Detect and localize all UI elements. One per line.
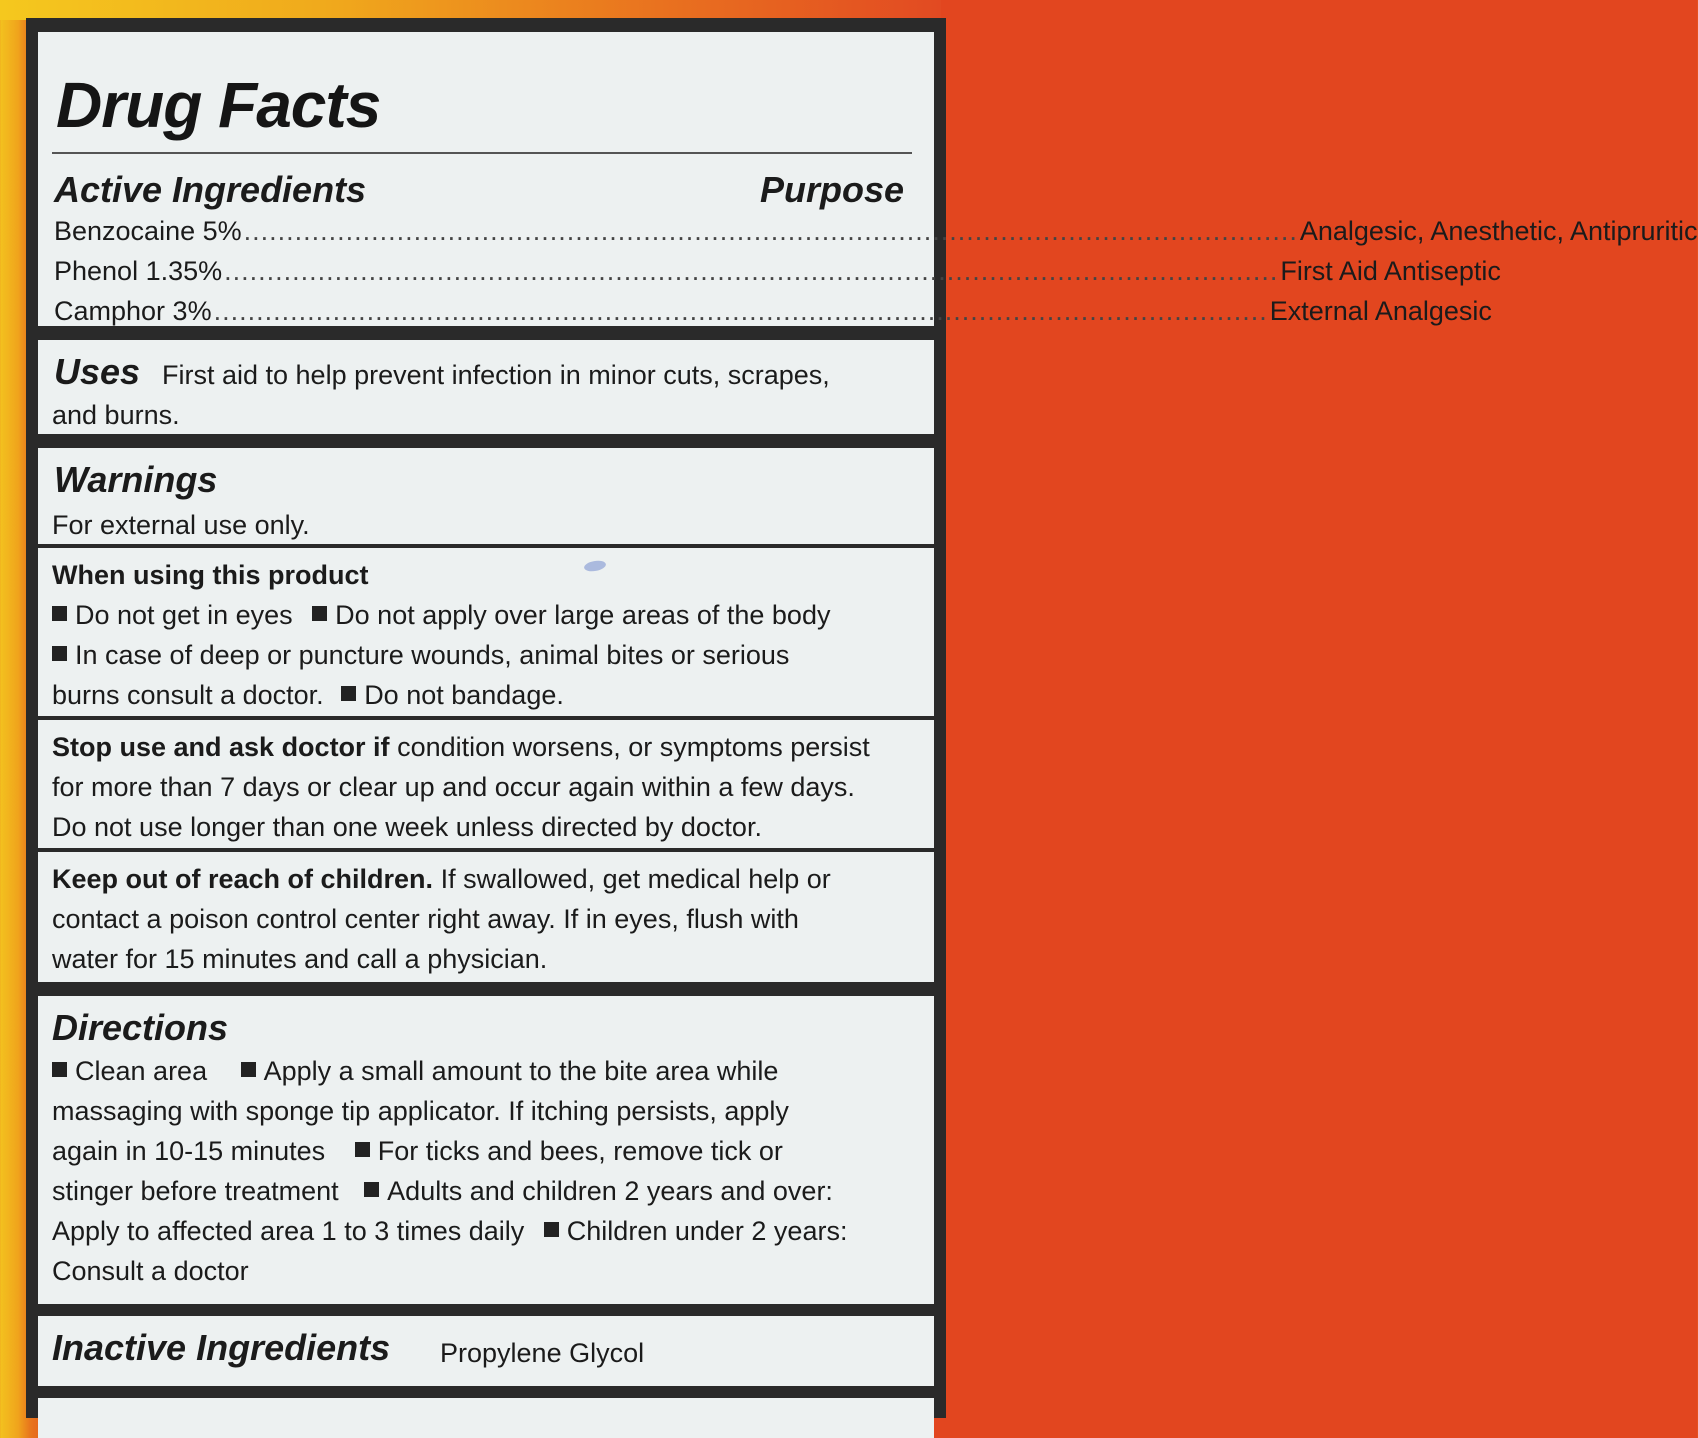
ingredient-purpose: Analgesic, Anesthetic, Antipruritic <box>1299 216 1698 246</box>
directions-card <box>38 996 934 1304</box>
keep-out-card <box>38 852 934 982</box>
next-card-edge <box>38 1398 934 1438</box>
keep-out-heading: Keep out of reach of children. <box>52 864 434 894</box>
ingredient-row <box>54 296 1492 326</box>
leader-dots: ............................................................................................................................ <box>224 256 1279 286</box>
ingredient-row <box>54 216 1698 246</box>
bullet-line: In case of deep or puncture wounds, animal bites or serious <box>52 642 789 669</box>
leader-dots: ............................................................................................................................ <box>213 296 1268 326</box>
directions-line: stinger before treatment Adults and children 2 years and over: <box>52 1176 833 1206</box>
title-divider <box>52 152 912 154</box>
packaging-top-strip <box>0 0 941 20</box>
bullet-line: Do not get in eyes Do not apply over large areas of the body <box>52 602 830 629</box>
directions-line: massaging with sponge tip applicator. If itching persists, apply <box>52 1096 789 1126</box>
warnings-heading: Warnings <box>54 459 218 500</box>
stop-use-line: Do not use longer than one week unless directed by doctor. <box>52 812 762 842</box>
bullet-icon <box>364 1182 379 1197</box>
warnings-text: For external use only. <box>52 510 310 540</box>
ingredient-purpose: External Analgesic <box>1269 296 1492 326</box>
ingredient-name: Phenol 1.35% <box>54 256 223 286</box>
uses-text-line: and burns. <box>52 400 180 430</box>
stop-use-card <box>38 720 934 848</box>
active-ingredients-card <box>38 32 1698 326</box>
bullet-icon <box>52 606 67 621</box>
uses-heading: Uses <box>54 351 141 392</box>
bullet-icon <box>544 1222 559 1237</box>
directions-line: Apply to affected area 1 to 3 times daily Children under 2 years: <box>52 1216 848 1246</box>
drug-facts-panel <box>26 18 1698 1418</box>
ingredient-purpose: First Aid Antiseptic <box>1280 256 1501 286</box>
purpose-heading: Purpose <box>759 169 904 210</box>
uses-card <box>38 340 934 434</box>
active-ingredients-heading: Active Ingredients <box>54 169 367 210</box>
stop-use-line: for more than 7 days or clear up and occur again within a few days. <box>52 772 855 802</box>
keep-out-line: water for 15 minutes and call a physician. <box>52 944 548 974</box>
bullet-icon <box>52 1062 67 1077</box>
when-using-card <box>38 548 934 716</box>
bullet-icon <box>341 686 356 701</box>
directions-heading: Directions <box>52 1007 229 1048</box>
inactive-ingredients-heading: Inactive Ingredients <box>52 1327 391 1368</box>
bullet-line: burns consult a doctor. Do not bandage. <box>52 680 564 710</box>
directions-line: Clean area Apply a small amount to the bite area while <box>52 1058 778 1085</box>
page-title: Drug Facts <box>56 69 381 141</box>
inactive-ingredients-card <box>38 1316 934 1386</box>
leader-dots: ............................................................................................................................ <box>243 216 1298 246</box>
ingredient-name: Benzocaine 5% <box>54 216 242 246</box>
bullet-icon <box>241 1062 256 1077</box>
bullet-icon <box>312 606 327 621</box>
keep-out-line: contact a poison control center right away. If in eyes, flush with <box>52 904 799 934</box>
warnings-card <box>38 448 934 544</box>
bullet-icon <box>355 1142 370 1157</box>
bullet-icon <box>52 646 67 661</box>
stop-use-heading: Stop use and ask doctor if <box>52 732 390 762</box>
keep-out-line: Keep out of reach of children. If swallowed, get medical help or <box>52 864 831 894</box>
directions-line: Consult a doctor <box>52 1256 249 1286</box>
ingredient-name: Camphor 3% <box>54 296 212 326</box>
ingredient-row <box>54 256 1501 286</box>
inactive-ingredients-text: Propylene Glycol <box>440 1338 645 1368</box>
uses-text-line: First aid to help prevent infection in minor cuts, scrapes, <box>162 360 830 390</box>
directions-line: again in 10-15 minutes For ticks and bees, remove tick or <box>52 1136 783 1166</box>
stop-use-line: Stop use and ask doctor if condition worsens, or symptoms persist <box>52 732 870 762</box>
when-using-heading: When using this product <box>52 560 369 590</box>
